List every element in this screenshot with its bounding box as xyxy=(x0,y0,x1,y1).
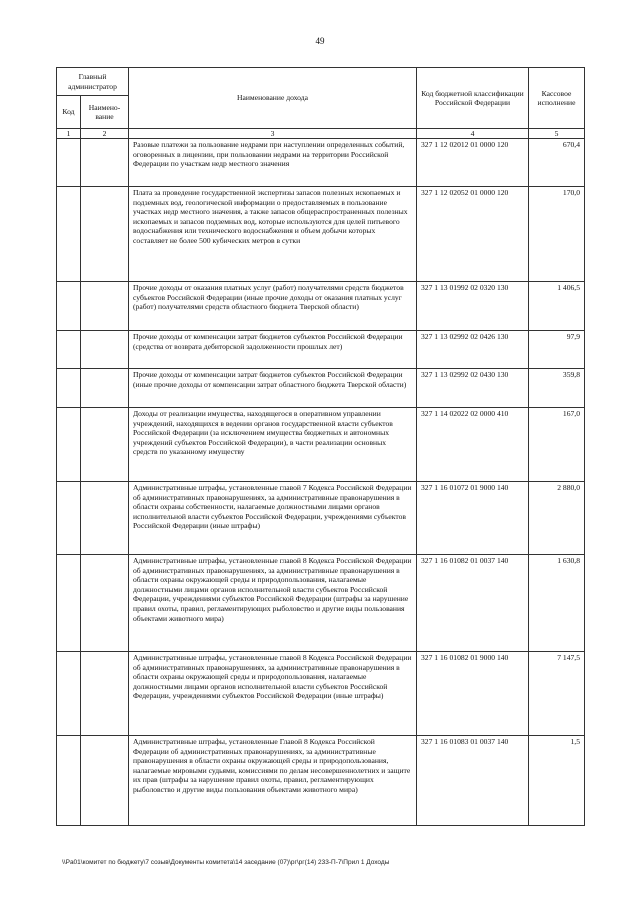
row-admin xyxy=(81,369,129,408)
row-value: 97,9 xyxy=(529,331,585,369)
header-admin-name: Наимено-вание xyxy=(81,96,129,129)
row-value: 1 406,5 xyxy=(529,282,585,331)
header-main-admin: Главный администратор xyxy=(57,68,129,96)
row-admin xyxy=(81,408,129,482)
row-income-name: Прочие доходы от оказания платных услуг (работ) получателями средств бюджетов субъектов Российской Федерации (иные прочие доходы от оказания платных услуг (работ) получателями средств областного бюджета Тверской области) xyxy=(129,282,417,331)
row-kbk: 327 1 16 01082 01 0037 140 xyxy=(417,555,529,652)
header-kbk: Код бюджетной классификации Российской Федерации xyxy=(417,68,529,129)
table-row xyxy=(57,652,585,736)
row-value: 170,0 xyxy=(529,187,585,282)
row-admin xyxy=(81,331,129,369)
column-number: 1 xyxy=(57,129,81,139)
row-admin xyxy=(81,736,129,826)
row-value: 670,4 xyxy=(529,139,585,187)
row-value: 1 630,8 xyxy=(529,555,585,652)
row-admin xyxy=(81,652,129,736)
row-kbk: 327 1 13 02992 02 0430 130 xyxy=(417,369,529,408)
row-code xyxy=(57,139,81,187)
row-kbk: 327 1 16 01072 01 9000 140 xyxy=(417,482,529,555)
column-number: 3 xyxy=(129,129,417,139)
table-row xyxy=(57,408,585,482)
page-number: 49 xyxy=(315,36,325,46)
row-admin xyxy=(81,187,129,282)
row-code xyxy=(57,408,81,482)
row-code xyxy=(57,331,81,369)
row-code xyxy=(57,187,81,282)
row-kbk: 327 1 12 02052 01 0000 120 xyxy=(417,187,529,282)
row-value: 2 880,0 xyxy=(529,482,585,555)
row-value: 1,5 xyxy=(529,736,585,826)
row-code xyxy=(57,282,81,331)
row-income-name: Доходы от реализации имущества, находящегося в оперативном управлении учреждений, находящихся в ведении органов государственной власти субъектов Российской Федерации (за исключением имущества бюджетных и автономных учреждений субъектов Российской Федерации), в части реализации основных средств по указанному имуществу xyxy=(129,408,417,482)
column-number: 4 xyxy=(417,129,529,139)
table-row xyxy=(57,555,585,652)
row-code xyxy=(57,555,81,652)
row-income-name: Плата за проведение государственной экспертизы запасов полезных ископаемых и подземных вод, геологической информации о предоставляемых в пользование участках недр местного значения, а также запасов общераспространенных полезных ископаемых и запасов подземных вод, которые используются для целей питьевого водоснабжения или технического водоснабжения и объем добычи которых составляет не более 500 кубических метров в сутки xyxy=(129,187,417,282)
row-income-name: Административные штрафы, установленные главой 8 Кодекса Российской Федерации об административных правонарушениях, за административные правонарушения в области охраны окружающей среды и природопользования, налагаемые должностными лицами органов исполнительной власти субъектов Российской Федерации, учреждениями субъектов Российской Федерации (иные штрафы) xyxy=(129,652,417,736)
column-number: 2 xyxy=(81,129,129,139)
revenue-table xyxy=(56,67,585,826)
header-income-name: Наименование дохода xyxy=(129,68,417,129)
row-code xyxy=(57,736,81,826)
row-admin xyxy=(81,282,129,331)
column-number: 5 xyxy=(529,129,585,139)
table-row xyxy=(57,187,585,282)
row-code xyxy=(57,652,81,736)
row-value: 167,0 xyxy=(529,408,585,482)
table-row xyxy=(57,331,585,369)
row-income-name: Административные штрафы, установленные главой 8 Кодекса Российской Федерации об административных правонарушениях, за административные правонарушения в области охраны окружающей среды и природопользования, налагаемые должностными лицами органов исполнительной власти субъектов Российской Федерации, учреждениями субъектов Российской Федерации (штрафы за нарушение правил охоты, правил, регламентирующих рыболовство и другие виды пользования объектами животного мира) xyxy=(129,555,417,652)
row-code xyxy=(57,482,81,555)
row-kbk: 327 1 14 02022 02 0000 410 xyxy=(417,408,529,482)
row-income-name: Прочие доходы от компенсации затрат бюджетов субъектов Российской Федерации (средства от возврата дебиторской задолженности прошлых лет) xyxy=(129,331,417,369)
row-code xyxy=(57,369,81,408)
row-value: 359,8 xyxy=(529,369,585,408)
table-row xyxy=(57,736,585,826)
row-admin xyxy=(81,139,129,187)
header-code: Код xyxy=(57,96,81,129)
row-kbk: 327 1 13 01992 02 0320 130 xyxy=(417,282,529,331)
row-value: 7 147,5 xyxy=(529,652,585,736)
row-admin xyxy=(81,482,129,555)
row-kbk: 327 1 12 02012 01 0000 120 xyxy=(417,139,529,187)
row-admin xyxy=(81,555,129,652)
row-income-name: Административные штрафы, установленные Главой 8 Кодекса Российской Федерации об административных правонарушениях, за административные правонарушения в области охраны окружающей среды и природопользования, налагаемые мировыми судьями, комиссиями по делам несовершеннолетних и защите их прав (штрафы за нарушение правил охоты, правил, регламентирующих рыболовство и другие виды пользования объектами животного мира) xyxy=(129,736,417,826)
table-row xyxy=(57,369,585,408)
row-income-name: Разовые платежи за пользование недрами при наступлении определенных событий, оговоренных в лицензии, при пользовании недрами на территории Российской Федерации по участкам недр местного значения xyxy=(129,139,417,187)
table-row xyxy=(57,482,585,555)
header-cash-execution: Кассовое исполнение xyxy=(529,68,585,129)
row-kbk: 327 1 16 01083 01 0037 140 xyxy=(417,736,529,826)
row-kbk: 327 1 13 02992 02 0426 130 xyxy=(417,331,529,369)
row-income-name: Административные штрафы, установленные главой 7 Кодекса Российской Федерации об административных правонарушениях, за административные правонарушения в области охраны собственности, налагаемые должностными лицами органов исполнительной власти субъектов Российской Федерации, учреждениями субъектов Российской Федерации (иные штрафы) xyxy=(129,482,417,555)
row-income-name: Прочие доходы от компенсации затрат бюджетов субъектов Российской Федерации (иные прочие доходы от компенсации затрат областного бюджета Тверской области) xyxy=(129,369,417,408)
row-kbk: 327 1 16 01082 01 9000 140 xyxy=(417,652,529,736)
table-row xyxy=(57,139,585,187)
file-path-footer: \\Pa01\комитет по бюджету\7 созыв\Документы комитета\14 заседание (07)\рг\рг(14) 233-П-7\Прил 1 Доходы xyxy=(62,859,390,866)
table-row xyxy=(57,282,585,331)
